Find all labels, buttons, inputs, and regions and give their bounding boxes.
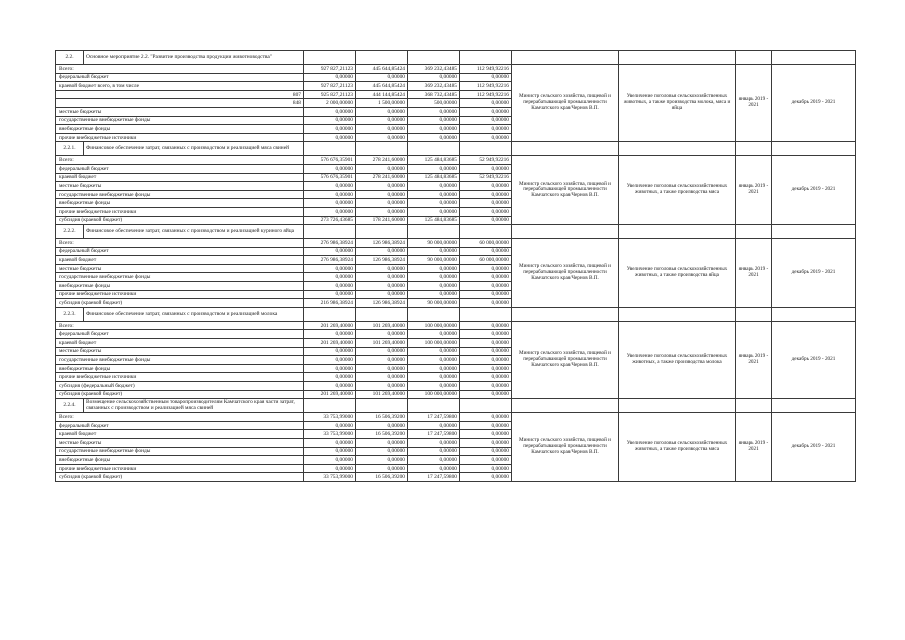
header-blank-result: [619, 307, 736, 321]
amount-cell: 0,00000: [408, 464, 460, 473]
header-blank-end: [772, 307, 856, 321]
document-page: [55, 50, 855, 482]
executor-cell: Министр сельского хозяйства, пищевой и перерабатывающей промышленности Камчатского края/Чернов В.П.: [512, 65, 619, 142]
row-label: краевой бюджет: [56, 256, 304, 265]
header-blank-start: [736, 142, 772, 156]
amount-cell: 101 269,40000: [356, 339, 408, 348]
amount-cell: 0,00000: [356, 107, 408, 116]
amount-cell: 0,00000: [460, 421, 512, 430]
amount-cell: 0,00000: [408, 447, 460, 456]
amount-cell: 576 676,35901: [304, 173, 356, 182]
result-cell: Увеличение поголовья сельскохозяйственных животных, а также производства молока: [619, 321, 736, 398]
amount-cell: 0,00000: [460, 273, 512, 282]
amount-cell: 0,00000: [408, 182, 460, 191]
amount-cell: 60 000,00000: [460, 239, 512, 248]
empty-cell: [460, 225, 512, 239]
amount-cell: 0,00000: [356, 356, 408, 365]
amount-cell: 17 247,59800: [408, 413, 460, 422]
amount-cell: 16 506,39200: [356, 430, 408, 439]
amount-cell: 33 753,99000: [304, 430, 356, 439]
amount-cell: 0,00000: [304, 290, 356, 299]
amount-cell: 0,00000: [408, 190, 460, 199]
amount-cell: 0,00000: [304, 264, 356, 273]
empty-cell: [408, 307, 460, 321]
table-row: [56, 239, 856, 248]
amount-cell: 0,00000: [304, 133, 356, 142]
amount-cell: 0,00000: [356, 373, 408, 382]
amount-cell: 0,00000: [408, 164, 460, 173]
table-row: [56, 65, 856, 74]
amount-cell: 0,00000: [460, 190, 512, 199]
section-code: 2.2.: [56, 51, 84, 65]
empty-cell: [408, 51, 460, 65]
amount-cell: 0,00000: [356, 199, 408, 208]
end-date-cell: декабрь 2019 - 2021: [772, 321, 856, 398]
empty-cell: [408, 142, 460, 156]
amount-cell: 0,00000: [460, 382, 512, 391]
row-label: государственные внебюджетные фонды: [56, 447, 304, 456]
result-cell: Увеличение поголовья сельскохозяйственных животных, а также производства яйца: [619, 239, 736, 308]
section-title: Возмещение сельскохозяйственным товаропроизводителям Камчатского края части затрат, связанных с производством и реализацией мяса свиней: [84, 399, 304, 413]
section-header-row: [56, 307, 856, 321]
empty-cell: [356, 225, 408, 239]
row-label: прочие внебюджетные источники: [56, 464, 304, 473]
section-title: Финансовое обеспечение затрат, связанных с производством и реализацией молока: [84, 307, 304, 321]
amount-cell: 0,00000: [304, 73, 356, 82]
amount-cell: 0,00000: [356, 456, 408, 465]
amount-cell: 0,00000: [408, 421, 460, 430]
amount-cell: 369 232,43485: [408, 65, 460, 74]
amount-cell: 0,00000: [408, 282, 460, 291]
row-label: краевой бюджет: [56, 173, 304, 182]
amount-cell: 273 726,43685: [304, 216, 356, 225]
end-date-cell: декабрь 2019 - 2021: [772, 156, 856, 225]
amount-cell: 0,00000: [408, 116, 460, 125]
amount-cell: 90 000,00000: [408, 299, 460, 308]
table-row: [56, 413, 856, 422]
budget-table: [55, 50, 856, 482]
start-date-cell: январь 2019 - 2021: [736, 239, 772, 308]
amount-cell: 368 732,43485: [408, 90, 460, 99]
amount-cell: 0,00000: [304, 447, 356, 456]
amount-cell: 0,00000: [356, 164, 408, 173]
amount-cell: 201 269,40000: [304, 390, 356, 399]
result-cell: Увеличение поголовья сельскохозяйственных животных, а также производства мяса: [619, 413, 736, 482]
amount-cell: 0,00000: [408, 107, 460, 116]
amount-cell: 0,00000: [460, 339, 512, 348]
amount-cell: 112 949,92216: [460, 65, 512, 74]
row-label: прочие внебюджетные источники: [56, 373, 304, 382]
amount-cell: 33 753,99000: [304, 473, 356, 482]
amount-cell: 0,00000: [408, 133, 460, 142]
amount-cell: 276 986,38924: [304, 239, 356, 248]
header-blank-result: [619, 399, 736, 413]
row-label: субсидия (краевой бюджет): [56, 473, 304, 482]
amount-cell: 17 247,59800: [408, 473, 460, 482]
row-label: внебюджетные фонды: [56, 199, 304, 208]
amount-cell: 0,00000: [304, 382, 356, 391]
header-blank-end: [772, 51, 856, 65]
section-code: 2.2.2.: [56, 225, 84, 239]
amount-cell: 0,00000: [460, 290, 512, 299]
amount-cell: 444 144,85424: [356, 90, 408, 99]
header-blank-start: [736, 307, 772, 321]
amount-cell: 0,00000: [356, 182, 408, 191]
end-date-cell: декабрь 2019 - 2021: [772, 239, 856, 308]
header-blank-end: [772, 142, 856, 156]
amount-cell: 0,00000: [460, 347, 512, 356]
amount-cell: 0,00000: [304, 190, 356, 199]
header-blank-executor: [512, 399, 619, 413]
amount-cell: 2 000,00000: [304, 99, 356, 108]
amount-cell: 0,00000: [304, 116, 356, 125]
header-blank-start: [736, 51, 772, 65]
row-label: Всего:: [56, 156, 304, 165]
amount-cell: 0,00000: [408, 456, 460, 465]
amount-cell: 0,00000: [356, 438, 408, 447]
amount-cell: 0,00000: [460, 430, 512, 439]
amount-cell: 0,00000: [356, 447, 408, 456]
amount-cell: 0,00000: [356, 73, 408, 82]
table-row: [56, 321, 856, 330]
amount-cell: 0,00000: [304, 330, 356, 339]
row-label: государственные внебюджетные фонды: [56, 273, 304, 282]
amount-cell: 0,00000: [356, 364, 408, 373]
row-label: внебюджетные фонды: [56, 456, 304, 465]
amount-cell: 576 676,35901: [304, 156, 356, 165]
amount-cell: 0,00000: [460, 330, 512, 339]
amount-cell: 0,00000: [304, 347, 356, 356]
empty-cell: [460, 399, 512, 413]
row-label: Всего:: [56, 239, 304, 248]
empty-cell: [304, 225, 356, 239]
row-label: местные бюджеты: [56, 107, 304, 116]
amount-cell: 0,00000: [356, 382, 408, 391]
row-label: внебюджетные фонды: [56, 364, 304, 373]
amount-cell: 0,00000: [356, 247, 408, 256]
amount-cell: 0,00000: [460, 182, 512, 191]
amount-cell: 0,00000: [408, 364, 460, 373]
start-date-cell: январь 2019 - 2021: [736, 413, 772, 482]
row-code: 807: [56, 90, 304, 99]
row-label: государственные внебюджетные фонды: [56, 356, 304, 365]
executor-cell: Министр сельского хозяйства, пищевой и перерабатывающей промышленности Камчатского края/Чернов В.П.: [512, 239, 619, 308]
row-label: прочие внебюджетные источники: [56, 290, 304, 299]
row-label: субсидия (федеральный бюджет): [56, 382, 304, 391]
header-blank-executor: [512, 307, 619, 321]
amount-cell: 126 986,38924: [356, 299, 408, 308]
row-label: Всего:: [56, 321, 304, 330]
section-code: 2.2.4.: [56, 399, 84, 413]
amount-cell: 0,00000: [408, 125, 460, 134]
amount-cell: 0,00000: [408, 382, 460, 391]
amount-cell: 0,00000: [460, 164, 512, 173]
amount-cell: 0,00000: [356, 330, 408, 339]
amount-cell: 0,00000: [304, 273, 356, 282]
start-date-cell: январь 2019 - 2021: [736, 65, 772, 142]
amount-cell: 0,00000: [460, 364, 512, 373]
section-title: Финансовое обеспечение затрат, связанных с производством и реализацией мяса свиней: [84, 142, 304, 156]
amount-cell: 0,00000: [304, 438, 356, 447]
amount-cell: 0,00000: [356, 116, 408, 125]
executor-cell: Министр сельского хозяйства, пищевой и перерабатывающей промышленности Камчатского края/Чернов В.П.: [512, 413, 619, 482]
amount-cell: 0,00000: [356, 421, 408, 430]
amount-cell: 0,00000: [356, 290, 408, 299]
amount-cell: 0,00000: [460, 199, 512, 208]
amount-cell: 0,00000: [304, 356, 356, 365]
section-code: 2.2.3.: [56, 307, 84, 321]
amount-cell: 0,00000: [304, 456, 356, 465]
amount-cell: 0,00000: [304, 373, 356, 382]
amount-cell: 927 827,21123: [304, 65, 356, 74]
row-label: прочие внебюджетные источники: [56, 207, 304, 216]
row-label: федеральный бюджет: [56, 164, 304, 173]
amount-cell: 0,00000: [408, 290, 460, 299]
amount-cell: 16 506,39200: [356, 473, 408, 482]
amount-cell: 90 000,00000: [408, 256, 460, 265]
amount-cell: 0,00000: [408, 207, 460, 216]
amount-cell: 0,00000: [460, 413, 512, 422]
amount-cell: 112 949,92216: [460, 90, 512, 99]
amount-cell: 0,00000: [356, 464, 408, 473]
amount-cell: 0,00000: [460, 216, 512, 225]
amount-cell: 33 753,99000: [304, 413, 356, 422]
amount-cell: 201 269,40000: [304, 339, 356, 348]
amount-cell: 0,00000: [460, 464, 512, 473]
row-label: субсидия (краевой бюджет): [56, 390, 304, 399]
empty-cell: [356, 51, 408, 65]
amount-cell: 0,00000: [460, 299, 512, 308]
row-label: прочие внебюджетные источники: [56, 133, 304, 142]
empty-cell: [356, 399, 408, 413]
amount-cell: 927 827,21123: [304, 82, 356, 91]
amount-cell: 125 484,83685: [408, 173, 460, 182]
section-code: 2.2.1.: [56, 142, 84, 156]
start-date-cell: январь 2019 - 2021: [736, 321, 772, 398]
amount-cell: 0,00000: [304, 247, 356, 256]
header-blank-end: [772, 399, 856, 413]
amount-cell: 126 986,38924: [356, 256, 408, 265]
amount-cell: 1 500,00000: [356, 99, 408, 108]
amount-cell: 0,00000: [460, 99, 512, 108]
row-code: 848: [56, 99, 304, 108]
amount-cell: 445 644,85424: [356, 82, 408, 91]
amount-cell: 17 247,59800: [408, 430, 460, 439]
row-label: субсидия (краевой бюджет): [56, 299, 304, 308]
amount-cell: 369 232,43485: [408, 82, 460, 91]
row-label: местные бюджеты: [56, 347, 304, 356]
amount-cell: 101 269,40000: [356, 390, 408, 399]
amount-cell: 0,00000: [460, 473, 512, 482]
amount-cell: 112 949,92216: [460, 82, 512, 91]
amount-cell: 278 241,60000: [356, 156, 408, 165]
table-row: [56, 156, 856, 165]
amount-cell: 0,00000: [460, 438, 512, 447]
amount-cell: 0,00000: [356, 125, 408, 134]
amount-cell: 0,00000: [408, 356, 460, 365]
row-label: Всего:: [56, 413, 304, 422]
amount-cell: 0,00000: [356, 133, 408, 142]
header-blank-executor: [512, 51, 619, 65]
row-label: государственные внебюджетные фонды: [56, 190, 304, 199]
empty-cell: [304, 307, 356, 321]
section-title: Финансовое обеспечение затрат, связанных с производством и реализацией куриного яйца: [84, 225, 304, 239]
amount-cell: 0,00000: [356, 207, 408, 216]
header-blank-executor: [512, 225, 619, 239]
row-label: федеральный бюджет: [56, 73, 304, 82]
amount-cell: 16 506,39200: [356, 413, 408, 422]
amount-cell: 100 000,00000: [408, 390, 460, 399]
executor-cell: Министр сельского хозяйства, пищевой и перерабатывающей промышленности Камчатского края/Чернов В.П.: [512, 156, 619, 225]
amount-cell: 0,00000: [408, 373, 460, 382]
empty-cell: [304, 142, 356, 156]
result-cell: Увеличение поголовья сельскохозяйственных животных, а также производства молока, мяса и яйца: [619, 65, 736, 142]
amount-cell: 445 644,85424: [356, 65, 408, 74]
row-label: местные бюджеты: [56, 182, 304, 191]
amount-cell: 0,00000: [356, 264, 408, 273]
amount-cell: 500,00000: [408, 99, 460, 108]
end-date-cell: декабрь 2019 - 2021: [772, 65, 856, 142]
amount-cell: 126 986,38924: [356, 239, 408, 248]
amount-cell: 216 986,38924: [304, 299, 356, 308]
end-date-cell: декабрь 2019 - 2021: [772, 413, 856, 482]
amount-cell: 276 986,38924: [304, 256, 356, 265]
amount-cell: 0,00000: [304, 164, 356, 173]
row-label: федеральный бюджет: [56, 421, 304, 430]
section-header-row: [56, 225, 856, 239]
amount-cell: 0,00000: [304, 421, 356, 430]
row-label: Всего:: [56, 65, 304, 74]
amount-cell: 125 484,83685: [408, 156, 460, 165]
empty-cell: [408, 399, 460, 413]
amount-cell: 0,00000: [408, 73, 460, 82]
amount-cell: 0,00000: [460, 373, 512, 382]
amount-cell: 0,00000: [408, 347, 460, 356]
amount-cell: 0,00000: [460, 207, 512, 216]
section-title: Основное мероприятие 2.2. "Развитие производства продукции животноводства": [84, 51, 304, 65]
header-blank-start: [736, 399, 772, 413]
empty-cell: [460, 51, 512, 65]
amount-cell: 0,00000: [460, 390, 512, 399]
amount-cell: 100 000,00000: [408, 321, 460, 330]
empty-cell: [460, 307, 512, 321]
header-blank-result: [619, 51, 736, 65]
amount-cell: 0,00000: [304, 282, 356, 291]
amount-cell: 0,00000: [460, 264, 512, 273]
amount-cell: 60 000,00000: [460, 256, 512, 265]
amount-cell: 0,00000: [460, 73, 512, 82]
amount-cell: 0,00000: [460, 133, 512, 142]
amount-cell: 0,00000: [356, 273, 408, 282]
row-label: федеральный бюджет: [56, 330, 304, 339]
empty-cell: [356, 142, 408, 156]
row-label: краевой бюджет всего, в том числе: [56, 82, 304, 91]
header-blank-executor: [512, 142, 619, 156]
amount-cell: 278 241,60000: [356, 173, 408, 182]
amount-cell: 52 949,92216: [460, 173, 512, 182]
amount-cell: 0,00000: [304, 464, 356, 473]
amount-cell: 0,00000: [460, 125, 512, 134]
empty-cell: [304, 399, 356, 413]
amount-cell: 0,00000: [408, 199, 460, 208]
amount-cell: 0,00000: [304, 182, 356, 191]
header-blank-start: [736, 225, 772, 239]
row-label: государственные внебюджетные фонды: [56, 116, 304, 125]
row-label: краевой бюджет: [56, 430, 304, 439]
row-label: внебюджетные фонды: [56, 125, 304, 134]
row-label: местные бюджеты: [56, 438, 304, 447]
row-label: федеральный бюджет: [56, 247, 304, 256]
row-label: местные бюджеты: [56, 264, 304, 273]
amount-cell: 0,00000: [304, 199, 356, 208]
amount-cell: 0,00000: [460, 282, 512, 291]
amount-cell: 0,00000: [304, 125, 356, 134]
section-header-row: [56, 142, 856, 156]
amount-cell: 0,00000: [356, 282, 408, 291]
amount-cell: 0,00000: [408, 273, 460, 282]
row-label: субсидия (краевой бюджет): [56, 216, 304, 225]
result-cell: Увеличение поголовья сельскохозяйственных животных, а также производства мяса: [619, 156, 736, 225]
amount-cell: 0,00000: [460, 247, 512, 256]
row-label: краевой бюджет: [56, 339, 304, 348]
empty-cell: [356, 307, 408, 321]
amount-cell: 0,00000: [356, 190, 408, 199]
amount-cell: 0,00000: [460, 456, 512, 465]
amount-cell: 0,00000: [408, 330, 460, 339]
start-date-cell: январь 2019 - 2021: [736, 156, 772, 225]
amount-cell: 201 269,40000: [304, 321, 356, 330]
executor-cell: Министр сельского хозяйства, пищевой и перерабатывающей промышленности Камчатского края/Чернов В.П.: [512, 321, 619, 398]
amount-cell: 0,00000: [460, 447, 512, 456]
amount-cell: 125 484,83685: [408, 216, 460, 225]
amount-cell: 0,00000: [460, 107, 512, 116]
row-label: внебюджетные фонды: [56, 282, 304, 291]
amount-cell: 0,00000: [460, 356, 512, 365]
header-blank-result: [619, 142, 736, 156]
amount-cell: 0,00000: [356, 347, 408, 356]
amount-cell: 90 000,00000: [408, 239, 460, 248]
amount-cell: 100 000,00000: [408, 339, 460, 348]
amount-cell: 0,00000: [304, 207, 356, 216]
amount-cell: 0,00000: [304, 107, 356, 116]
amount-cell: 0,00000: [460, 116, 512, 125]
empty-cell: [304, 51, 356, 65]
empty-cell: [460, 142, 512, 156]
amount-cell: 52 949,92216: [460, 156, 512, 165]
amount-cell: 178 241,60000: [356, 216, 408, 225]
amount-cell: 0,00000: [408, 247, 460, 256]
section-header-row: [56, 399, 856, 413]
section-header-row: [56, 51, 856, 65]
empty-cell: [408, 225, 460, 239]
header-blank-end: [772, 225, 856, 239]
amount-cell: 0,00000: [408, 438, 460, 447]
amount-cell: 101 269,40000: [356, 321, 408, 330]
amount-cell: 0,00000: [460, 321, 512, 330]
amount-cell: 925 827,21123: [304, 90, 356, 99]
amount-cell: 0,00000: [408, 264, 460, 273]
amount-cell: 0,00000: [304, 364, 356, 373]
header-blank-result: [619, 225, 736, 239]
